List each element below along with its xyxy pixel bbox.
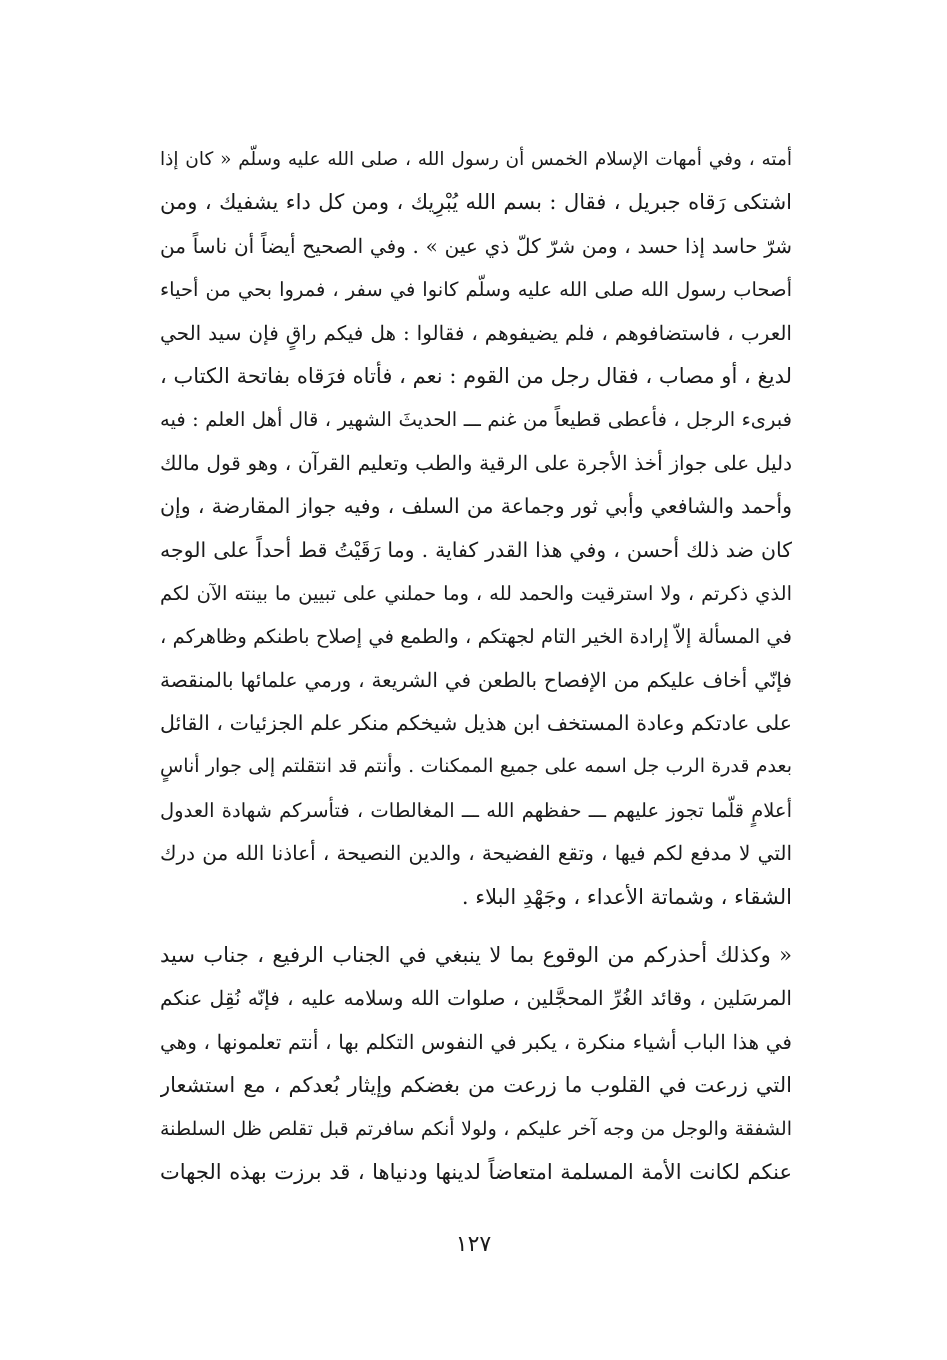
text-line: لديغ ، أو مصاب ، فقال رجل من القوم : نعم ، فأتاه فرَقاه بفاتحة الكتاب ،	[160, 363, 792, 388]
text-line: اشتكى رَقاه جبريل ، فقال : بسم الله يُبْرِيك ، ومن كل داء يشفيك ، ومن	[160, 190, 792, 215]
text-line: أعلامٍ قلّما تجوز عليهم ـــ حفظهم الله ـــ المغالطات ، فتأسركم شهادة العدول	[160, 798, 792, 822]
text-line: وأحمد والشافعي وأبي ثور وجماعة من السلف ، وفيه جواز المقارضة ، وإن	[160, 494, 792, 519]
text-line: على عادتكم وعادة المستخف ابن هذيل شيخكم منكر علم الجزئيات ، القائل	[160, 711, 792, 736]
text-line: في هذا الباب أشياء منكرة ، يكبر في النفوس التكلم بها ، أنتم تعلمونها ، وهي	[160, 1029, 792, 1054]
text-line: « وكذلك أحذركم من الوقوع بما لا ينبغي في الجناب الرفيع ، جناب سيد	[160, 943, 792, 967]
text-line: أمته ، وفي أمهات الإسلام الخمس أن رسول الله ، صلى الله عليه وسلّم « كان إذا	[160, 149, 792, 170]
text-line: فبرىء الرجل ، فأعطى قطيعاً من غنم ـــ الحديثَ الشهير ، قال أهل العلم : فيه	[160, 408, 792, 432]
text-line: التي لا مدفع لكم فيها ، وتقع الفضيحة ، والدين النصيحة ، أعاذنا الله من درك	[160, 841, 792, 866]
text-line: الشفقة والوجل من وجه آخر عليكم ، ولولا أنكم سافرتم قبل تقلص ظل السلطنة	[160, 1117, 792, 1140]
paragraph-1	[160, 138, 792, 919]
text-line: الشقاء ، وشماتة الأعداء ، وجَهْدِ البلاء .	[461, 884, 792, 909]
text-line: التي زرعت في القلوب ما زرعت من بغضكم وإيثار بُعدكم ، مع استشعار	[160, 1073, 792, 1098]
text-line: الذي ذكرتم ، ولا استرقيت والحمد لله ، وما حملني على تبيين ما بينته الآن لكم	[160, 581, 792, 605]
text-line: كان ضد ذلك أحسن ، وفي هذا القدر كفاية . وما رَقَيْتُ قط أحداً على الوجه	[160, 537, 792, 562]
page-number: ١٢٧	[455, 1232, 492, 1257]
text-line: فإنّي أخاف عليكم من الإفصاح بالطعن في الشريعة ، ورمي علمائها بالمنقصة	[160, 667, 792, 692]
text-line: بعدم قدرة الرب جل اسمه على جميع الممكنات . وأنتم قد انتقلتم إلى جوار أناسٍ	[160, 755, 792, 778]
text-line: شرّ حاسد إذا حسد ، ومن شرّ كلّ ذي عين » . وفي الصحيح أيضاً أن ناساً من	[160, 233, 792, 258]
text-line: المرسَلين ، وقائد الغُرِّ المحجَّلين ، صلوات الله وسلامه عليه ، فإنّه نُقِل عنكم	[160, 986, 792, 1011]
text-line: العرب ، فاستضافوهم ، فلم يضيفوهم ، فقالوا : هل فيكم راقٍ فإن سيد الحي	[160, 320, 792, 345]
text-line: دليل على جواز أخذ الأجرة على الرقية والطب وتعليم القرآن ، وهو قول مالك	[160, 450, 792, 475]
text-line: عنكم لكانت الأمة المسلمة امتعاضاً لدينها ودنياها ، قد برزت بهذه الجهات	[160, 1159, 792, 1184]
text-line: في المسألة إلاّ إرادة الخير التام لجهتكم ، والطمع في إصلاح باطنكم وظاهركم ،	[160, 625, 792, 649]
paragraph-2	[160, 934, 792, 1194]
text-line: أصحاب رسول الله صلى الله عليه وسلّم كانوا في سفر ، فمروا بحي من أحياء	[160, 278, 792, 302]
